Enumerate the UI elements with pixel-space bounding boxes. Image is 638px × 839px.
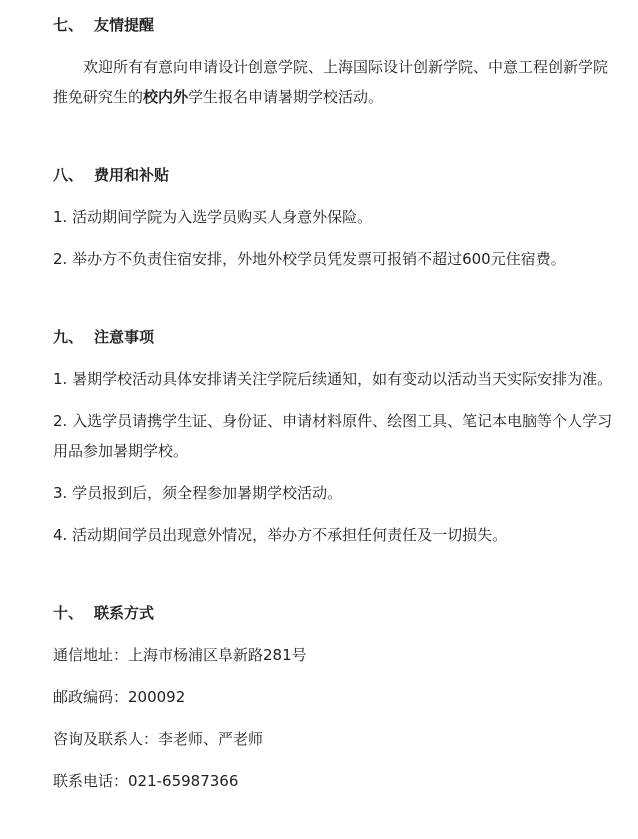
section-9-item-1: 1. 暑期学校活动具体安排请关注学院后续通知，如有变动以活动当天实际安排为准。 [53,370,613,388]
section-8-item-2: 2. 举办方不负责住宿安排，外地外校学员凭发票可报销不超过600元住宿费。 [53,250,566,268]
section-8-title: 费用和补贴 [94,166,170,184]
section-8-heading [53,160,614,190]
section-10-number: 十、 [53,604,84,622]
contact-postcode-line: 邮政编码：200092 [53,688,186,706]
contact-person-line: 咨询及联系人：李老师、严老师 [53,730,264,748]
section-9-number: 九、 [53,328,84,346]
section-9-item-4: 4. 活动期间学员出现意外情况，举办方不承担任何责任及一切损失。 [53,526,508,544]
section-8-item-1: 1. 活动期间学院为入选学员购买人身意外保险。 [53,208,373,226]
section-9-item-2: 2. 入选学员请携学生证、身份证、申请材料原件、绘图工具、笔记本电脑等个人学习用品参加暑期学校。 [53,412,613,460]
section-9-title: 注意事项 [94,328,155,346]
section-7-number: 七、 [53,16,84,34]
section-10-title: 联系方式 [94,604,155,622]
section-9-item-3: 3. 学员报到后，须全程参加暑期学校活动。 [53,484,343,502]
section-8-number: 八、 [53,166,84,184]
section-7-paragraph-pre: 欢迎所有有意向申请设计创意学院、上海国际设计创新学院、中意工程创新学院推免研究生的 [53,58,609,106]
section-7-paragraph [53,52,614,112]
section-7-heading [53,10,614,40]
section-7-paragraph-post: 学生报名申请暑期学校活动。 [188,88,384,106]
section-7-paragraph-bold: 校内外 [143,88,189,106]
section-7-title: 友情提醒 [94,16,155,34]
contact-address-line: 通信地址：上海市杨浦区阜新路281号 [53,646,307,664]
contact-phone-line: 联系电话：021-65987366 [53,772,239,790]
section-9-heading [53,322,614,352]
section-10-heading [53,598,614,628]
